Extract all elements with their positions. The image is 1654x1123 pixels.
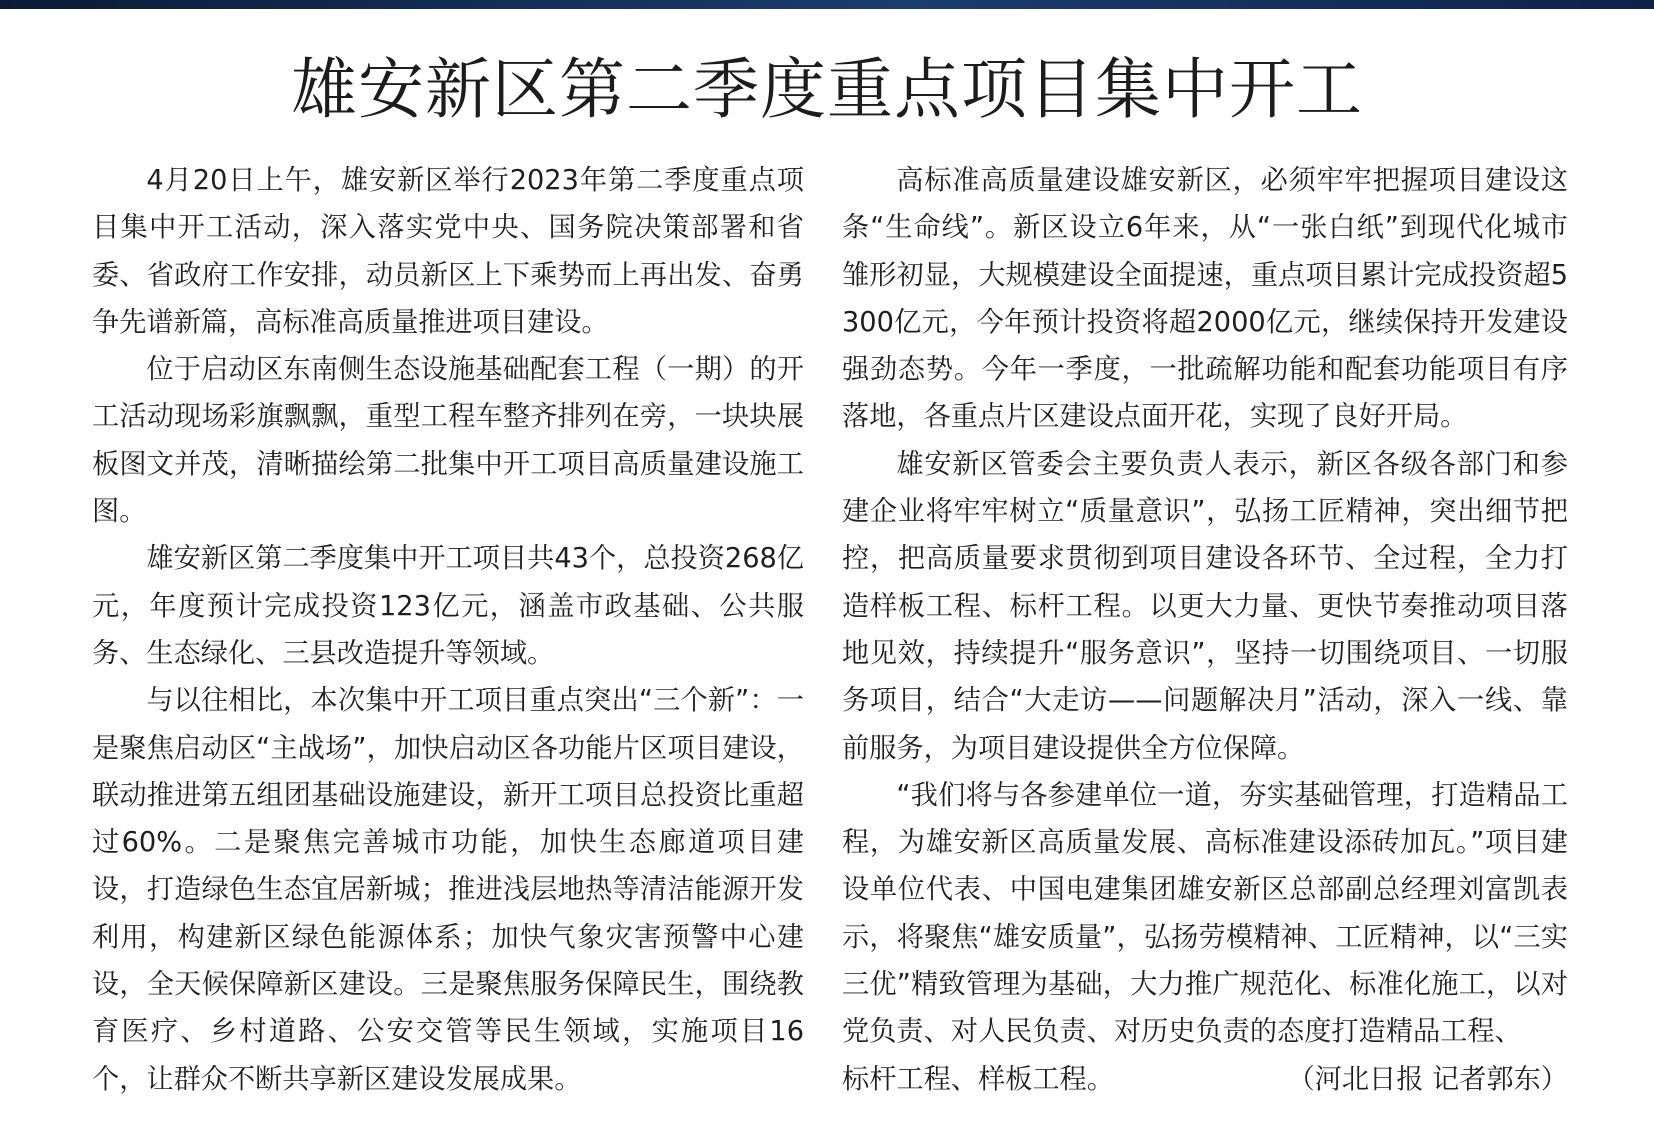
article-paragraph: 位于启动区东南侧生态设施基础配套工程（一期）的开工活动现场彩旗飘飘，重型工程车整齐排列在旁，一块块展板图文并茂，清晰描绘第二批集中开工项目高质量建设施工图。 (92, 354, 804, 528)
article-column-right (842, 157, 1568, 1103)
article-paragraph: 与以往相比，本次集中开工项目重点突出“三个新”：一是聚焦启动区“主战场”，加快启动区各功能片区项目建设，联动推进第五组团基础设施建设，新开工项目总投资比重超过60%。二是聚焦完善城市功能，加快生态廊道项目建设，打造绿色生态宜居新城；推进浅层地热等清洁能源开发利用，构建新区绿色能源体系；加快气象灾害预警中心建设，全天候保障新区建设。三是聚焦服务保障民生，围绕教育医疗、乡村道路、公安交管等民生领域，实施项目16个，让群众不断共享新区建设发展成果。 (92, 685, 804, 1095)
article-paragraph: 雄安新区第二季度集中开工项目共43个，总投资268亿元，年度预计完成投资123亿元，涵盖市政基础、公共服务、生态绿化、三县改造提升等领域。 (92, 543, 804, 669)
closing-text: 标杆工程、样板工程。 (842, 1063, 1114, 1095)
article-paragraph: 雄安新区管委会主要负责人表示，新区各级各部门和参建企业将牢牢树立“质量意识”，弘扬工匠精神，突出细节把控，把高质量要求贯彻到项目建设各环节、全过程，全力打造样板工程、标杆工程。以更大力量、更快节奏推动项目落地见效，持续提升“服务意识”，坚持一切围绕项目、一切服务项目，结合“大走访——问题解决月”活动，深入一线、靠前服务，为项目建设提供全方位保障。 (842, 448, 1568, 764)
top-banner-bar (0, 0, 1654, 9)
article-column-left (92, 157, 804, 1103)
article-headline: 雄安新区第二季度重点项目集中开工 (291, 51, 1363, 128)
article-paragraph: 高标准高质量建设雄安新区，必须牢牢把握项目建设这条“生命线”。新区设立6年来，从“一张白纸”到现代化城市雏形初显，大规模建设全面提速，重点项目累计完成投资超5300亿元，今年预计投资将超2000亿元，继续保持开发建设强劲态势。今年一季度，一批疏解功能和配套功能项目有序落地，各重点片区建设点面开花，实现了良好开局。 (842, 165, 1568, 433)
article-paragraph: “我们将与各参建单位一道，夯实基础管理，打造精品工程，为雄安新区高质量发展、高标准建设添砖加瓦。”项目建设单位代表、中国电建集团雄安新区总部副总经理刘富凯表示，将聚焦“雄安质量”，弘扬劳模精神、工匠精神，以“三实三优”精致管理为基础，大力推广规范化、标准化施工，以对党负责、对人民负责、对历史负责的态度打造精品工程、 (842, 779, 1568, 1048)
article-closing-line (842, 1056, 1568, 1103)
article-byline: （河北日报 记者郭东） (1287, 1063, 1568, 1095)
article-paragraph: 4月20日上午，雄安新区举行2023年第二季度重点项目集中开工活动，深入落实党中央、国务院决策部署和省委、省政府工作安排，动员新区上下乘势而上再出发、奋勇争先谱新篇，高标准高质量推进项目建设。 (92, 165, 804, 338)
